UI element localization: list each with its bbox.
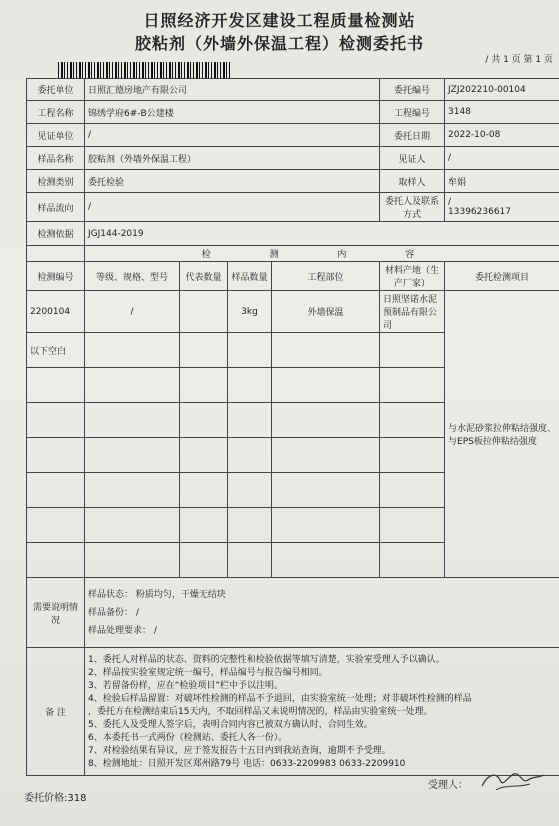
sample-backup-value: / xyxy=(135,607,139,618)
commission-no-value: JZJ202210-00104 xyxy=(445,79,559,101)
client-label: 委托单位 xyxy=(27,79,85,101)
date-value: 2022-10-08 xyxy=(445,124,559,147)
basis-label: 检测依据 xyxy=(27,222,85,246)
title-line1: 日照经济开发区建设工程质量检测站 xyxy=(143,11,416,30)
col-items: 委托检测项目 xyxy=(445,262,559,291)
remark-line: 3、若留备份样，应在“检验项目”栏中予以注明。 xyxy=(88,681,284,691)
project-label: 工程名称 xyxy=(27,101,85,124)
contact-phone: 13396236617 xyxy=(448,207,512,217)
witness-unit-label: 见证单位 xyxy=(27,124,85,147)
witness-label: 见证人 xyxy=(380,147,445,170)
signature xyxy=(478,766,548,794)
notes-label: 需要说明情况 xyxy=(27,578,85,648)
col-rep: 代表数量 xyxy=(180,262,228,291)
commission-no-label: 委托编号 xyxy=(380,79,445,101)
title-line2: 胶粘剂（外墙外保温工程）检测委托书 xyxy=(134,34,424,53)
page-info: / 共 1 页 第 1 页 xyxy=(485,55,553,65)
contact-value xyxy=(445,193,559,222)
sample-state-value: 粉质均匀，干燥无结块 xyxy=(135,589,226,600)
project-no-value: 3148 xyxy=(445,101,559,124)
sample-name-label: 样品名称 xyxy=(27,147,85,170)
sampler-label: 取样人 xyxy=(380,170,445,193)
contact-name: / xyxy=(448,197,452,207)
col-part: 工程部位 xyxy=(272,262,380,291)
witness-unit-value: / xyxy=(85,124,380,147)
price: 委托价格:318 xyxy=(24,793,87,804)
row-origin: 日照坚诺水泥预制品有限公司 xyxy=(380,291,445,333)
sampler-value: 牟娟 xyxy=(445,170,559,193)
col-qty: 样品数量 xyxy=(228,262,272,291)
remark-line: 8、检测地址：日照开发区郑州路79号 电话：0633-2209983 0633-2209910 xyxy=(88,759,406,769)
commission-form xyxy=(26,78,559,776)
blank-note: 以下空白 xyxy=(27,333,85,368)
notes-content xyxy=(85,578,559,648)
row-part: 外墙保温 xyxy=(272,291,380,333)
section-title: 检 测 内 容 xyxy=(85,246,559,262)
date-label: 委托日期 xyxy=(380,124,445,147)
project-value: 锦绣学府6#-B公建楼 xyxy=(85,101,380,124)
remark-line: 7、对检验结果有异议，应于签发报告十五日内到我站查询，逾期不予受理。 xyxy=(88,746,391,756)
remark-line: 5、委托人及受理人签字后，表明合同内容已被双方确认时，合同生效。 xyxy=(88,720,373,730)
sample-disposal-label: 样品处理要求： xyxy=(88,625,152,636)
remarks-label: 备 注 xyxy=(27,648,85,776)
row-qty: 3kg xyxy=(228,291,272,333)
sample-state-label: 样品状态： xyxy=(88,589,134,600)
basis-value: JGJ144-2019 xyxy=(85,222,559,246)
col-origin: 材料产地（生产厂家） xyxy=(380,262,445,291)
test-type-label: 检测类别 xyxy=(27,170,85,193)
sample-backup-label: 样品备份： xyxy=(88,607,134,618)
receiver-label: 受理人： xyxy=(428,780,468,791)
witness-value: / xyxy=(445,147,559,170)
remark-line: ，委托方在检测结束后15天内，不取回样品又未说明情况的，样品由实验室统一处理。 xyxy=(88,707,433,717)
sample-name-value: 胶粘剂（外墙外保温工程） xyxy=(85,147,380,170)
remarks-content xyxy=(85,648,559,776)
barcode xyxy=(58,62,230,78)
contact-label: 委托人及联系方式 xyxy=(380,193,445,222)
remark-line: 2、样品按实验室规定统一编号，样品编号与报告编号相同。 xyxy=(88,668,328,678)
items-value: 与水泥砂浆拉伸粘结强度、与EPS板拉伸粘结强度 xyxy=(445,291,559,578)
remark-line: 4、检验后样品留置：对破坏性检测的样品不予退回，由实验室统一处理；对非破坏性检测的样品 xyxy=(88,694,472,704)
sample-disposal-value: / xyxy=(153,625,157,636)
row-no: 2200104 xyxy=(27,291,85,333)
remark-line: 6、本委托书一式两份（检测站、委托人各一份）。 xyxy=(88,733,288,743)
project-no-label: 工程编号 xyxy=(380,101,445,124)
sample-flow-value: / xyxy=(85,193,380,222)
col-grade: 等级、规格、型号 xyxy=(85,262,180,291)
remark-line: 1、委托人对样品的状态、资料的完整性和检验依据等填写清楚，实验室受理人予以确认。 xyxy=(88,655,445,665)
client-value: 日照汇德房地产有限公司 xyxy=(85,79,380,101)
sample-flow-label: 样品流向 xyxy=(27,193,85,222)
row-grade: / xyxy=(85,291,180,333)
col-no: 检测编号 xyxy=(27,262,85,291)
test-type-value: 委托检验 xyxy=(85,170,380,193)
